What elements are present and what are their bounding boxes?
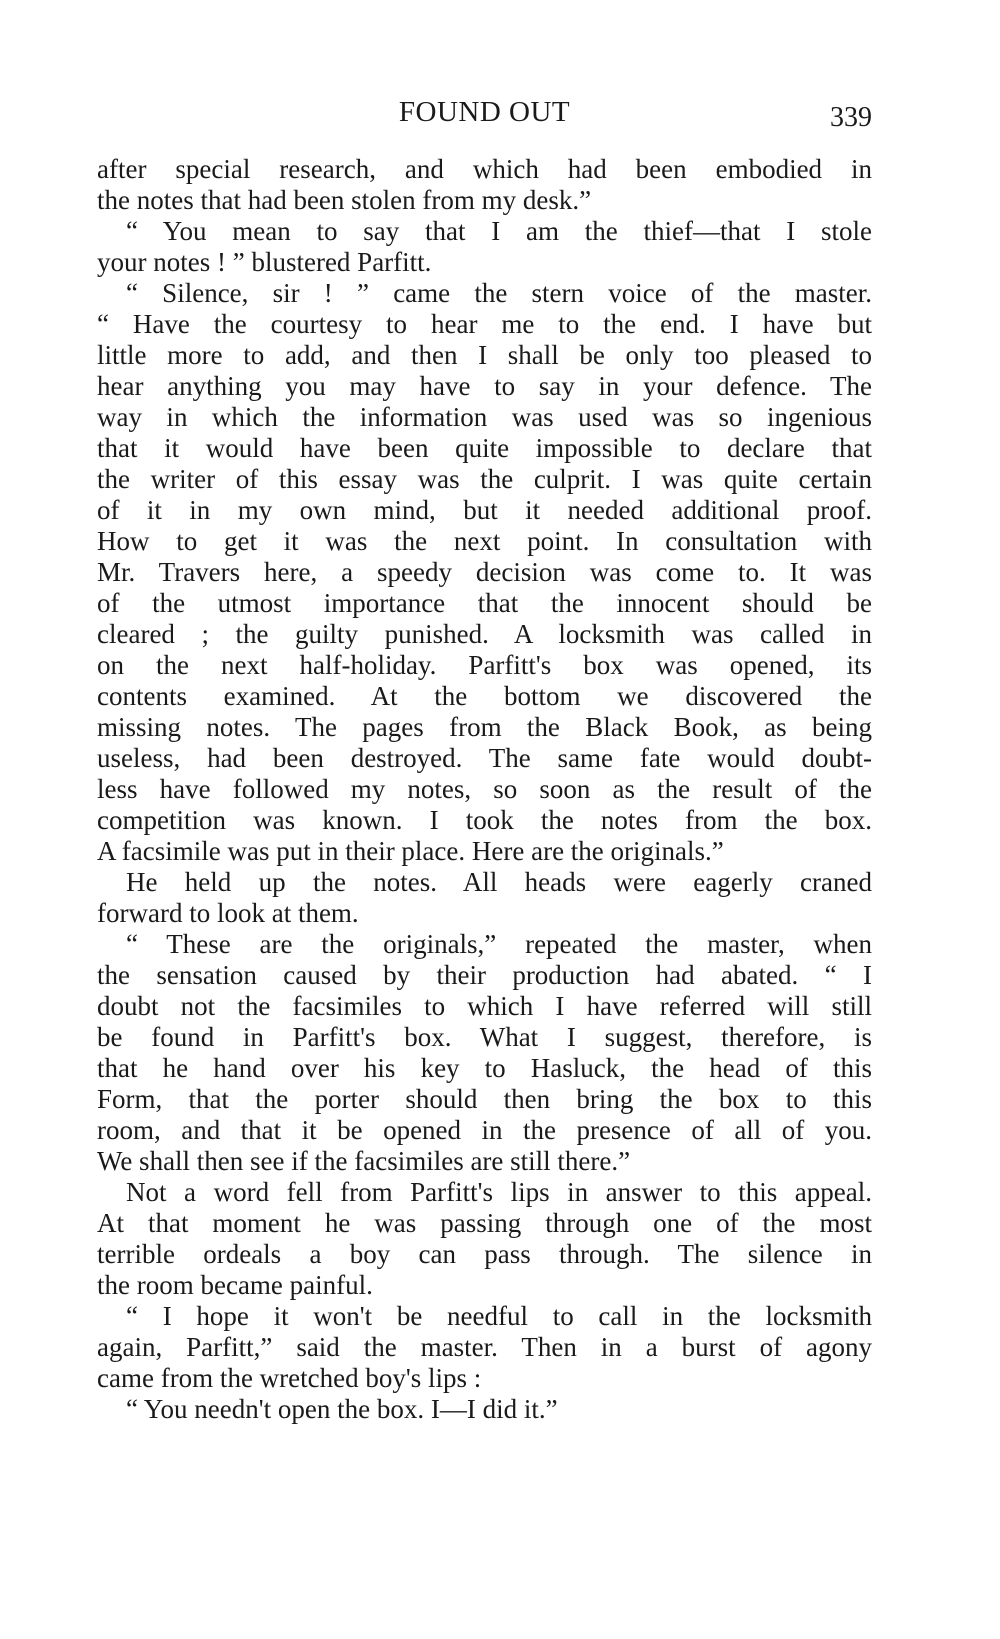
text-line: came from the wretched boy's lips : [97, 1363, 482, 1393]
text-line: that it would have been quite impossible to declare that [97, 433, 872, 463]
text-line: the sensation caused by their production had abated. “ I [97, 960, 872, 990]
text-line: little more to add, and then I shall be only too pleased to [97, 340, 872, 370]
text-line: useless, had been destroyed. The same fate would doubt- [97, 743, 872, 773]
text-line: Mr. Travers here, a speedy decision was come to. It was [97, 557, 872, 587]
text-line: How to get it was the next point. In consultation with [97, 526, 872, 556]
text-line: A facsimile was put in their place. Here are the originals.” [97, 836, 724, 866]
page-header [97, 96, 872, 136]
text-line: Not a word fell from Parfitt's lips in answer to this appeal. [126, 1177, 872, 1207]
text-line: cleared ; the guilty punished. A locksmith was called in [97, 619, 872, 649]
body-text [97, 154, 872, 1425]
text-line: room, and that it be opened in the presence of all of you. [97, 1115, 872, 1145]
text-line: less have followed my notes, so soon as the result of the [97, 774, 872, 804]
text-line: hear anything you may have to say in your defence. The [97, 371, 872, 401]
text-line: “ You mean to say that I am the thief—that I stole [126, 216, 872, 246]
text-line: the room became painful. [97, 1270, 373, 1300]
text-line: again, Parfitt,” said the master. Then in a burst of agony [97, 1332, 872, 1362]
text-line: “ You needn't open the box. I—I did it.” [126, 1394, 558, 1424]
text-line: competition was known. I took the notes from the box. [97, 805, 872, 835]
running-title: FOUND OUT [398, 96, 571, 128]
page-number: 339 [830, 102, 872, 133]
text-line: contents examined. At the bottom we discovered the [97, 681, 872, 711]
text-line: your notes ! ” blustered Parfitt. [97, 247, 432, 277]
text-line: way in which the information was used was so ingenious [97, 402, 872, 432]
text-line: be found in Parfitt's box. What I suggest, therefore, is [97, 1022, 872, 1052]
text-line: forward to look at them. [97, 898, 359, 928]
text-line: that he hand over his key to Hasluck, the head of this [97, 1053, 872, 1083]
text-line: the notes that had been stolen from my desk.” [97, 185, 592, 215]
text-line: doubt not the facsimiles to which I have referred will still [97, 991, 872, 1021]
text-line: terrible ordeals a boy can pass through. The silence in [97, 1239, 872, 1269]
text-line: missing notes. The pages from the Black Book, as being [97, 712, 872, 742]
text-line: after special research, and which had been embodied in [97, 154, 872, 184]
text-line: “ I hope it won't be needful to call in the locksmith [126, 1301, 872, 1331]
text-line: We shall then see if the facsimiles are still there.” [97, 1146, 631, 1176]
text-line: “ Silence, sir ! ” came the stern voice of the master. [126, 278, 872, 308]
text-line: on the next half-holiday. Parfitt's box was opened, its [97, 650, 872, 680]
text-line: of it in my own mind, but it needed additional proof. [97, 495, 872, 525]
text-line: of the utmost importance that the innocent should be [97, 588, 872, 618]
text-line: the writer of this essay was the culprit. I was quite certain [97, 464, 872, 494]
text-line: “ These are the originals,” repeated the master, when [126, 929, 872, 959]
text-line: At that moment he was passing through one of the most [97, 1208, 872, 1238]
text-line: “ Have the courtesy to hear me to the end. I have but [97, 309, 872, 339]
text-line: He held up the notes. All heads were eagerly craned [126, 867, 872, 897]
text-line: Form, that the porter should then bring the box to this [97, 1084, 872, 1114]
